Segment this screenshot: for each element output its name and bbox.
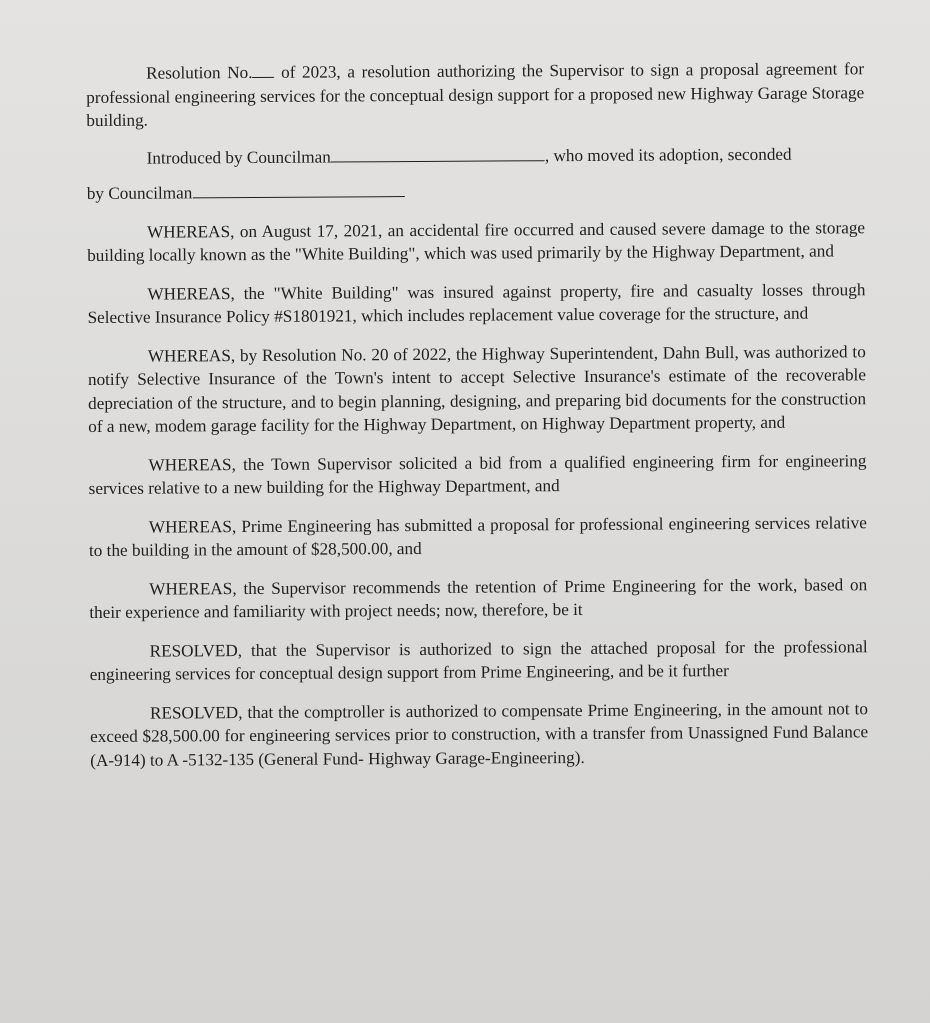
resolution-title-paragraph	[86, 57, 864, 132]
resolved-compensate-paragraph: RESOLVED, that the comptroller is authorized to compensate Prime Engineering, in the amount not to exceed $28,500.00 for engineering services prior to construction, with a transfer from Unassigned Fund Balance (A-914) to A -5132-135 (General Fund- Highway Garage-Engineering).	[90, 698, 869, 770]
resolution-number-label: Resolution No.	[146, 62, 253, 83]
whereas-fire-paragraph: WHEREAS, on August 17, 2021, an accidental fire occurred and caused severe damage to the storage building locally known as the "White Building", which was used primarily by the Highway Department, and	[87, 217, 866, 265]
whereas-resolution-20-paragraph: WHEREAS, by Resolution No. 20 of 2022, the Highway Superintendent, Dahn Bull, was authorized to notify Selective Insurance of the Town's intent to accept Selective Insurance's estimate of the recoverable depreciation of the structure, and to begin planning, designing, and preparing bid documents for the construction of a new, modem garage facility for the Highway Department, on Highway Department property, and	[87, 341, 867, 436]
seconded-by-label: by Councilman	[86, 183, 193, 203]
resolution-document	[86, 57, 868, 772]
resolution-title-text: of 2023, a resolution authorizing the Supervisor to sign a proposal agreement for professional engineering services for the conceptual design support for a proposed new Highway Garage Storage building.	[86, 59, 865, 130]
resolution-number-blank	[252, 62, 274, 78]
introduced-by-label: Introduced by Councilman	[146, 147, 331, 168]
seconded-by-paragraph	[87, 177, 865, 205]
whereas-proposal-paragraph: WHEREAS, Prime Engineering has submitted a proposal for professional engineering services relative to the building in the amount of $28,500.00, and	[88, 512, 867, 560]
introduced-by-paragraph	[87, 142, 865, 170]
seconder-name-blank	[192, 181, 404, 198]
introducer-name-blank	[331, 145, 545, 162]
resolved-sign-paragraph: RESOLVED, that the Supervisor is authorized to sign the attached proposal for the professional engineering services for conceptual design support from Prime Engineering, and be it further	[89, 636, 868, 684]
moved-adoption-text: , who moved its adoption, seconded	[544, 144, 792, 165]
whereas-bid-paragraph: WHEREAS, the Town Supervisor solicited a bid from a qualified engineering firm for engineering services relative to a new building for the Highway Department, and	[88, 450, 867, 498]
whereas-insurance-paragraph: WHEREAS, the "White Building" was insured against property, fire and casualty losses through Selective Insurance Policy #S1801921, which includes replacement value coverage for the structure, and	[87, 279, 866, 327]
whereas-recommendation-paragraph: WHEREAS, the Supervisor recommends the retention of Prime Engineering for the work, based on their experience and familiarity with project needs; now, therefore, be it	[89, 574, 868, 622]
